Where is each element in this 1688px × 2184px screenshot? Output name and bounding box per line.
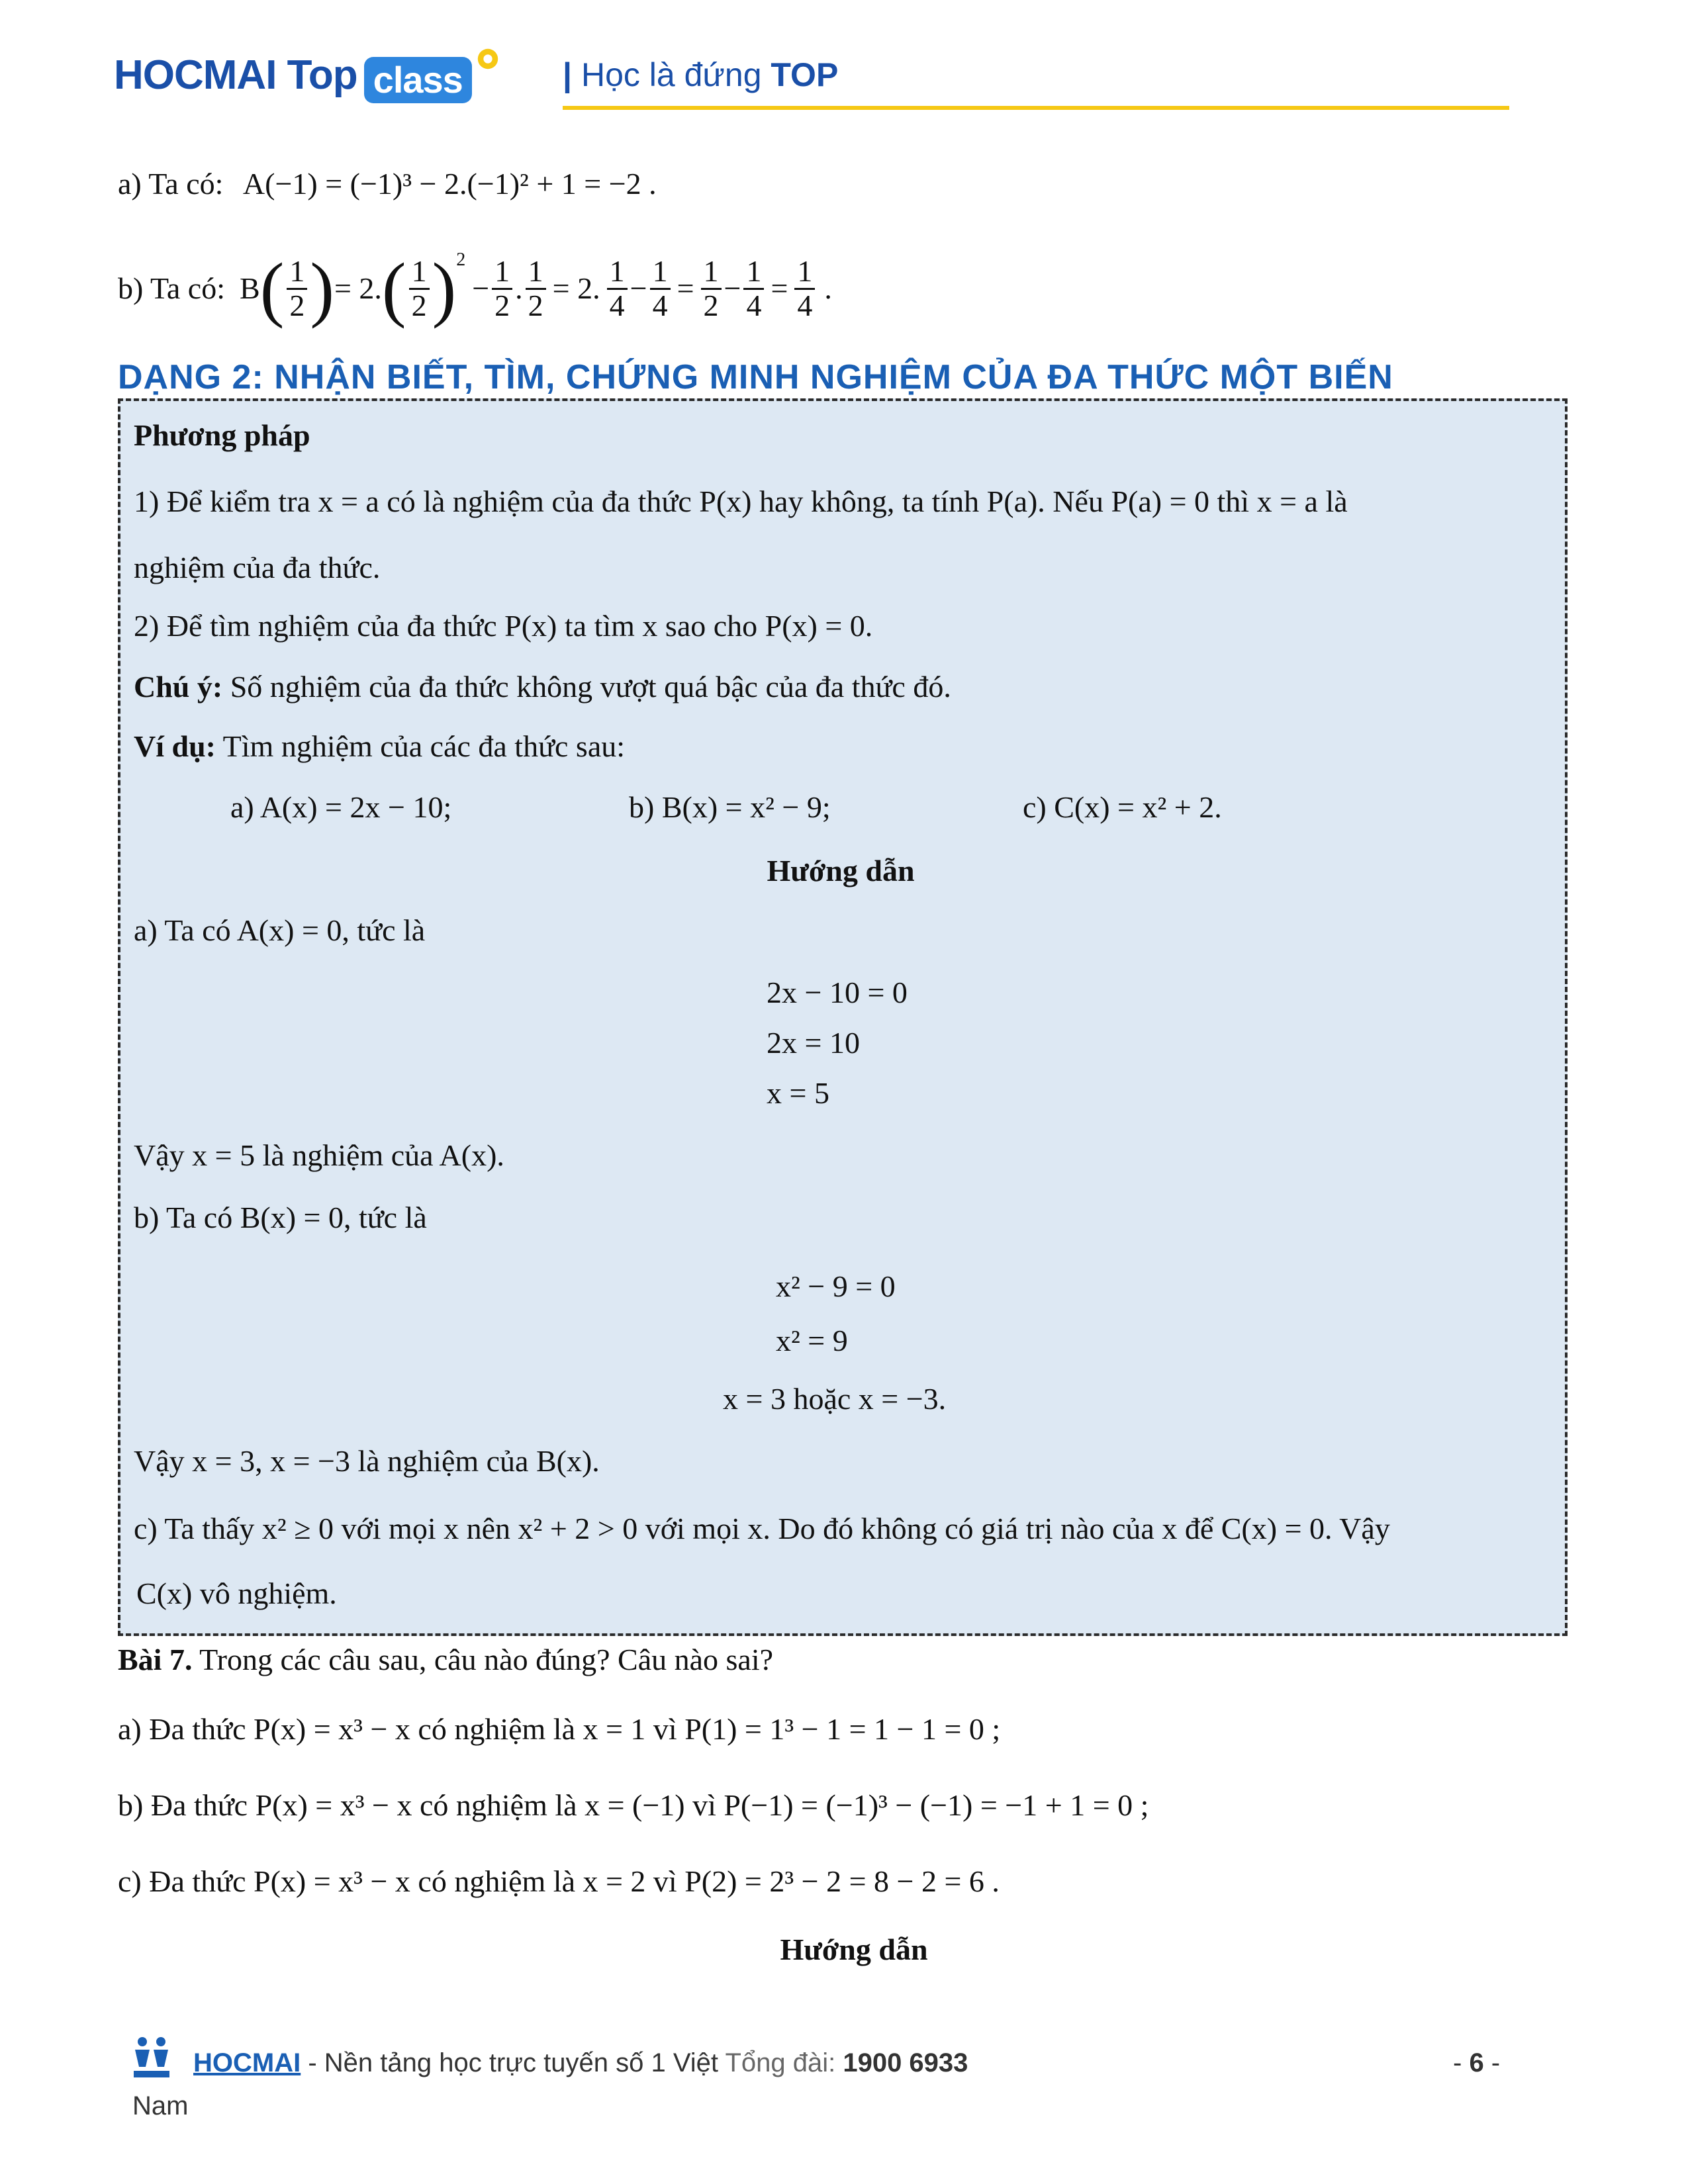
example-b: b) B(x) = x² − 9;: [629, 790, 831, 824]
header-divider: [563, 106, 1509, 110]
section-title: DẠNG 2: NHẬN BIẾT, TÌM, CHỨNG MINH NGHIỆM CỦA ĐA THỨC MỘT BIẾN: [118, 358, 1393, 396]
minus-sign: −: [472, 271, 490, 306]
solution-a-step-2: 2x = 10: [767, 1026, 860, 1060]
prev-answer-b: [118, 245, 832, 332]
exercise-7: [118, 1641, 773, 1678]
exercise-7-b: b) Đa thức P(x) = x³ − x có nghiệm là x = (−1) vì P(−1) = (−1)³ − (−1) = −1 + 1 = 0 ;: [118, 1788, 1149, 1822]
logo-class-badge: class: [364, 57, 472, 103]
prev-b-label: b) Ta có:: [118, 271, 225, 306]
prev-a-expr: A(−1) = (−1)³ − 2.(−1)² + 1 = −2 .: [242, 167, 657, 201]
page-suffix: -: [1483, 2048, 1501, 2077]
method-step-2: 2) Để tìm nghiệm của đa thức P(x) ta tìm x sao cho P(x) = 0.: [134, 609, 873, 643]
prev-b-func: B: [240, 271, 260, 306]
equals-sign: =: [771, 271, 788, 306]
solution-b-intro: b) Ta có B(x) = 0, tức là: [134, 1201, 427, 1234]
solution-b-step-2: x² = 9: [776, 1324, 848, 1357]
frac-half: $\frac{1}{2}$: [492, 255, 512, 322]
paren-open: (: [259, 248, 285, 329]
guide-heading-2: Hướng dẫn: [780, 1933, 928, 1966]
prev-a-label: a) Ta có:: [118, 167, 224, 201]
paren-close: ): [310, 248, 334, 329]
footer-continued: Nam: [132, 2091, 189, 2120]
frac-half: $\frac{1}{2}$: [701, 255, 722, 322]
slogan-prefix: Học là đứng: [581, 56, 762, 93]
logo[interactable]: [114, 52, 472, 99]
frac-quarter: $\frac{1}{4}$: [794, 255, 815, 322]
solution-c-line-2: C(x) vô nghiệm.: [136, 1576, 337, 1610]
hocmai-logo-icon: [132, 2035, 171, 2081]
page-number: [1453, 2048, 1500, 2078]
page-prefix: -: [1453, 2048, 1470, 2077]
prev-b-eq2: = 2.: [552, 271, 600, 306]
footer: [193, 2048, 968, 2078]
frac-half: $\frac{1}{2}$: [409, 255, 430, 322]
solution-b-step-3: x = 3 hoặc x = −3.: [723, 1382, 947, 1416]
solution-b-conclusion: Vậy x = 3, x = −3 là nghiệm của B(x).: [134, 1444, 600, 1478]
guide-heading: Hướng dẫn: [767, 854, 915, 887]
solution-c-line-1: c) Ta thấy x² ≥ 0 với mọi x nên x² + 2 > 0 với mọi x. Do đó không có giá trị nào của x để C(x) = 0. Vậy: [134, 1512, 1390, 1545]
frac-half: $\frac{1}{2}$: [287, 255, 307, 322]
note-text: Số nghiệm của đa thức không vượt quá bậc của đa thức đó.: [222, 670, 951, 704]
example-c: c) C(x) = x² + 2.: [1023, 790, 1222, 824]
example-a: a) A(x) = 2x − 10;: [230, 790, 452, 824]
page-value: 6: [1469, 2048, 1484, 2077]
solution-a-step-3: x = 5: [767, 1076, 829, 1110]
paren-open: (: [381, 248, 406, 329]
paren-close: ): [432, 248, 457, 329]
exercise-7-a: a) Đa thức P(x) = x³ − x có nghiệm là x = 1 vì P(1) = 1³ − 1 = 1 − 1 = 0 ;: [118, 1712, 1001, 1746]
period: .: [824, 271, 832, 306]
exercise-7-label: Bài 7.: [118, 1643, 193, 1676]
slogan-highlight: TOP: [771, 56, 839, 93]
note: [134, 668, 951, 705]
minus-sign: −: [630, 271, 647, 306]
footer-brand-link[interactable]: HOCMAI: [193, 2048, 301, 2077]
prev-b-eq2: = 2.: [334, 271, 382, 306]
slogan-bar: |: [563, 56, 572, 93]
logo-text: HOCMAI Top: [114, 52, 357, 98]
solution-a-conclusion: Vậy x = 5 là nghiệm của A(x).: [134, 1138, 504, 1172]
note-label: Chú ý:: [134, 670, 223, 704]
example: [134, 728, 625, 764]
exercise-7-c: c) Đa thức P(x) = x³ − x có nghiệm là x = 2 vì P(2) = 2³ − 2 = 8 − 2 = 6 .: [118, 1864, 1000, 1898]
example-text: Tìm nghiệm của các đa thức sau:: [215, 729, 626, 763]
method-title: Phương pháp: [134, 418, 310, 452]
solution-b-step-1: x² − 9 = 0: [776, 1269, 896, 1303]
solution-a-step-1: 2x − 10 = 0: [767, 976, 908, 1009]
equals-sign: =: [677, 271, 694, 306]
method-step-1-cont: nghiệm của đa thức.: [134, 551, 381, 584]
footer-hotline: 1900 6933: [843, 2048, 968, 2077]
exercise-7-text: Trong các câu sau, câu nào đúng? Câu nào sai?: [192, 1643, 774, 1676]
frac-quarter: $\frac{1}{4}$: [743, 255, 764, 322]
dot: .: [515, 271, 523, 306]
footer-text: - Nền tảng học trực tuyến số 1 Việt: [301, 2048, 719, 2077]
prev-answer-a: [118, 165, 657, 202]
exponent: 2: [456, 250, 466, 270]
frac-quarter: $\frac{1}{4}$: [650, 255, 671, 322]
minus-sign: −: [724, 271, 741, 306]
solution-a-intro: a) Ta có A(x) = 0, tức là: [134, 913, 426, 947]
method-step-1: 1) Để kiểm tra x = a có là nghiệm của đa thức P(x) hay không, ta tính P(a). Nếu P(a) = 0 thì x = a là: [134, 484, 1348, 518]
footer-hotline-label: Tổng đài:: [718, 2048, 843, 2077]
flower-icon: [475, 46, 500, 71]
frac-half: $\frac{1}{2}$: [526, 255, 546, 322]
slogan: [563, 56, 838, 94]
frac-quarter: $\frac{1}{4}$: [607, 255, 628, 322]
example-label: Ví dụ:: [134, 729, 216, 763]
